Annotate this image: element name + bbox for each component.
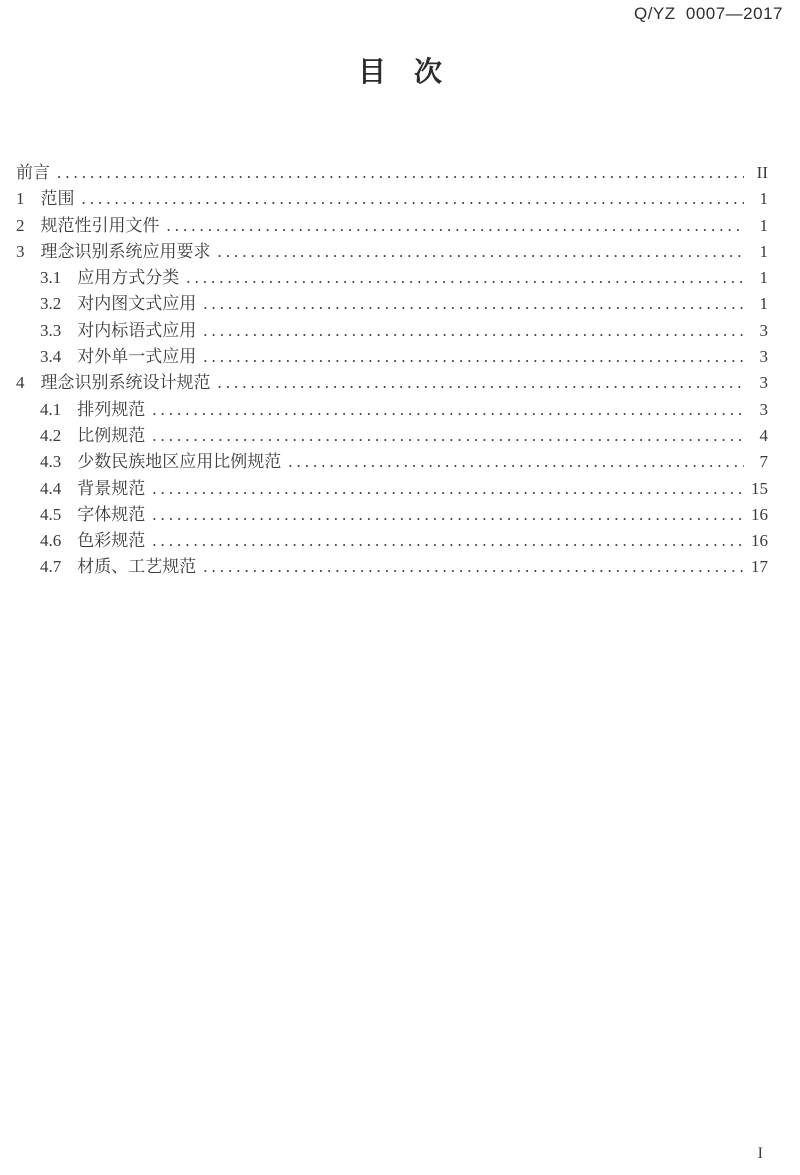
toc-entry-title: 材质、工艺规范 <box>77 557 197 577</box>
toc-entry <box>16 160 768 186</box>
toc-leader-dots <box>152 423 744 449</box>
toc-entry <box>16 213 768 239</box>
toc-entry-title: 范围 <box>40 189 75 209</box>
toc-entry-number: 4.7 <box>40 557 62 577</box>
toc-entry-title: 前言 <box>16 163 50 182</box>
toc-entry-page: II <box>756 163 768 182</box>
toc-entry-title: 对外单一式应用 <box>77 347 197 367</box>
toc-entry <box>16 186 768 212</box>
toc-entry <box>16 397 768 423</box>
toc-entry-page: 1 <box>759 241 768 261</box>
toc-entry-number: 4.6 <box>40 531 62 551</box>
toc-entry-number: 4.4 <box>40 478 62 498</box>
toc-entry-page: 3 <box>759 373 768 393</box>
toc-entry-number: 4 <box>16 373 25 393</box>
toc-entry <box>16 476 768 502</box>
toc-entry-number: 3.2 <box>40 294 62 314</box>
toc-leader-dots <box>167 213 745 239</box>
toc-leader-dots <box>152 528 744 554</box>
toc-entry-page: 1 <box>759 294 768 314</box>
toc-leader-dots <box>288 449 744 475</box>
toc-entry-title: 背景规范 <box>77 478 146 498</box>
toc-leader-dots <box>57 160 744 186</box>
toc-leader-dots <box>186 265 744 291</box>
toc-entry-page: 16 <box>751 504 768 524</box>
toc-entry-number: 4.5 <box>40 504 62 524</box>
toc-entry-number: 3 <box>16 241 25 261</box>
toc-entry-page: 3 <box>759 320 768 340</box>
toc-leader-dots <box>203 554 744 580</box>
toc-entry-page: 3 <box>759 347 768 367</box>
toc-entry-number: 2 <box>16 215 25 235</box>
toc-entry-number: 3.1 <box>40 268 62 288</box>
toc-leader-dots <box>152 502 744 528</box>
toc-entry-title: 比例规范 <box>77 425 146 445</box>
toc-entry-number: 4.1 <box>40 399 62 419</box>
toc-entry <box>16 423 768 449</box>
toc-entry-title: 少数民族地区应用比例规范 <box>77 452 282 472</box>
toc-entry-title: 理念识别系统应用要求 <box>40 241 211 261</box>
toc-entry <box>16 265 768 291</box>
toc-entry-title: 理念识别系统设计规范 <box>40 373 211 393</box>
toc-entry-title: 对内标语式应用 <box>77 320 197 340</box>
toc-entry <box>16 344 768 370</box>
table-of-contents <box>16 160 768 581</box>
toc-entry-page: 1 <box>759 215 768 235</box>
page-title: 目 次 <box>357 57 442 88</box>
toc-entry <box>16 528 768 554</box>
toc-entry-title: 字体规范 <box>77 504 146 524</box>
toc-entry-page: 1 <box>759 268 768 288</box>
toc-leader-dots <box>203 344 744 370</box>
toc-leader-dots <box>152 397 744 423</box>
toc-leader-dots <box>218 239 745 265</box>
toc-entry-title: 对内图文式应用 <box>77 294 197 314</box>
toc-entry <box>16 449 768 475</box>
toc-entry-page: 4 <box>759 425 768 445</box>
toc-leader-dots <box>82 186 745 212</box>
toc-entry <box>16 554 768 580</box>
toc-entry <box>16 502 768 528</box>
toc-entry-page: 1 <box>759 189 768 209</box>
doc-code: Q/YZ 0007—2017 <box>633 4 783 23</box>
toc-leader-dots <box>152 476 744 502</box>
toc-entry-number: 3.3 <box>40 320 62 340</box>
toc-entry-title: 色彩规范 <box>77 531 146 551</box>
toc-entry-title: 排列规范 <box>77 399 146 419</box>
toc-entry-page: 17 <box>751 557 768 577</box>
toc-entry <box>16 291 768 317</box>
toc-entry-number: 3.4 <box>40 347 62 367</box>
toc-entry-number: 1 <box>16 189 25 209</box>
toc-entry-title: 规范性引用文件 <box>40 215 160 235</box>
toc-leader-dots <box>218 370 745 396</box>
toc-entry <box>16 318 768 344</box>
toc-entry-title: 应用方式分类 <box>77 268 180 288</box>
toc-entry-page: 15 <box>751 478 768 498</box>
toc-entry-page: 7 <box>759 452 768 472</box>
toc-leader-dots <box>203 318 744 344</box>
toc-entry <box>16 370 768 396</box>
toc-entry-number: 4.2 <box>40 425 62 445</box>
toc-entry-page: 3 <box>759 399 768 419</box>
toc-entry-page: 16 <box>751 531 768 551</box>
footer-page-number: I <box>757 1145 763 1162</box>
toc-entry <box>16 239 768 265</box>
toc-leader-dots <box>203 291 744 317</box>
toc-entry-number: 4.3 <box>40 452 62 472</box>
